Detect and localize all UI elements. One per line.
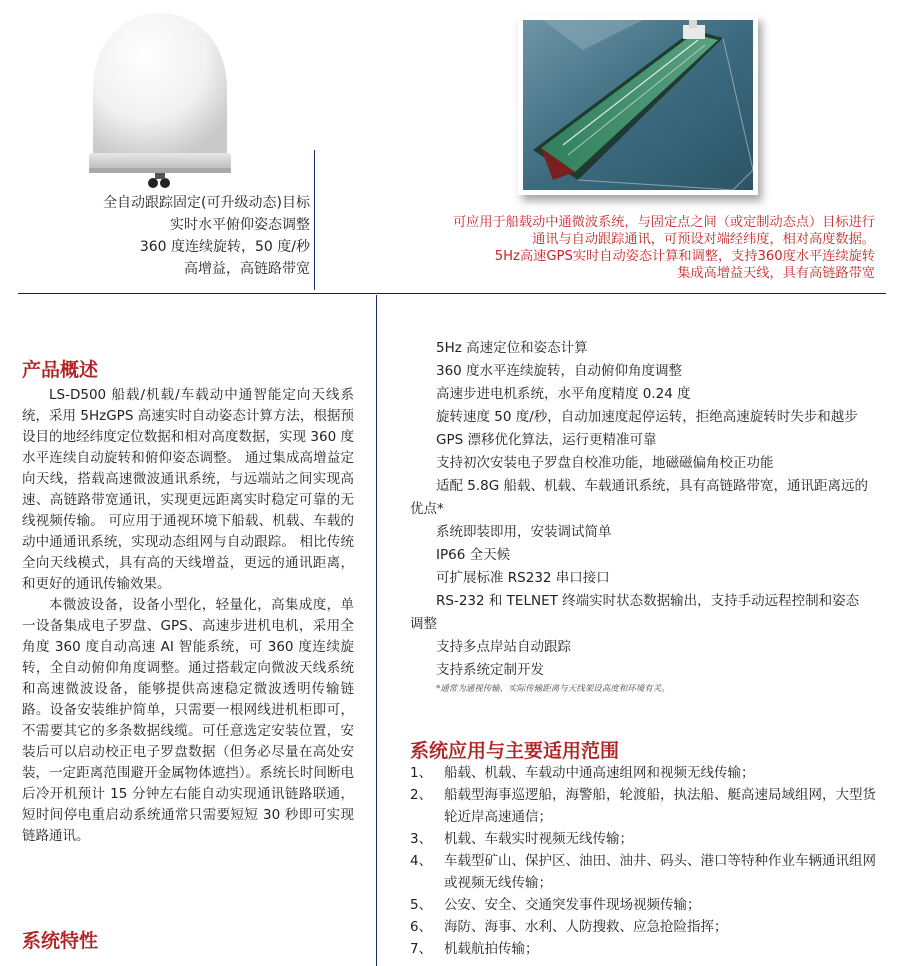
- vertical-divider: [314, 150, 315, 290]
- item-text: 海防、海事、水利、人防搜救、应急抢险指挥；: [444, 919, 728, 935]
- item-text: 机载、车载实时视频无线传输；: [444, 831, 633, 847]
- item-number: 1、: [410, 765, 433, 781]
- item-text: 车载型矿山、保护区、油田、油井、码头、港口等特种作业车辆通讯组网或视频无线传输；: [444, 853, 876, 891]
- feature-item: RS-232 和 TELNET 终端实时状态数据输出，支持手动远程控制和姿态调整: [410, 593, 860, 632]
- applications-title: 系统应用与主要适用范围: [410, 740, 620, 762]
- overview-paragraph: LS-D500 船载/机载/车载动中通智能定向天线系统，采用 5HzGPS 高速实时自动姿态计算方法，根据预设目的地经纬度定位数据和相对高度数据，实现 360 度水平连续自动旋转和俯仰姿态调整。 通过集成高增益定向天线，搭载高速微波通讯系统，与远端站之间实现高速、高链路带宽通讯，实现更远距离实时稳定可靠的无线视频传输。 可应用于通视环境下船载、机载、车载的动中通通讯系统，实现动态组网与自动跟踪。 相比传统全向天线模式，具有高的天线增益，更远的通讯距离，和更好的通讯传输效果。: [22, 387, 354, 592]
- caption-line: 可应用于船载动中通微波系统，与固定点之间（或定制动态点）目标进行: [453, 215, 875, 230]
- feature-item: GPS 漂移优化算法，运行更精准可靠: [436, 432, 657, 448]
- feature-item: 可扩展标准 RS232 串口接口: [436, 570, 610, 586]
- item-number: 4、: [410, 853, 433, 869]
- caption-line: 通讯与自动跟踪通讯，可预设对端经纬度，相对高度数据。: [532, 232, 875, 247]
- ship-caption: [340, 214, 875, 282]
- item-number: 5、: [410, 897, 433, 913]
- feature-item: 适配 5.8G 船载、机载、车载通讯系统，具有高链路带宽，通讯距离远的优点*: [410, 478, 869, 517]
- list-item: [410, 828, 880, 850]
- feature-item: 支持多点岸站自动跟踪: [436, 639, 571, 655]
- overview-body: [22, 385, 354, 847]
- features-list: [410, 337, 870, 696]
- feature-item: 5Hz 高速定位和姿态计算: [436, 340, 588, 356]
- item-number: 2、: [410, 787, 433, 803]
- item-text: 船载、机载、车载动中通高速组网和视频无线传输；: [444, 765, 755, 781]
- item-number: 7、: [410, 941, 433, 957]
- horizontal-divider: [18, 293, 886, 294]
- radome-antenna-image: [85, 5, 235, 195]
- item-text: 公安、安全、交通突发事件现场视频传输；: [444, 897, 701, 913]
- list-item: [410, 938, 880, 960]
- radome-caption: [40, 192, 310, 280]
- item-number: 3、: [410, 831, 433, 847]
- column-divider: [376, 295, 377, 966]
- feature-item: 支持系统定制开发: [436, 662, 544, 678]
- caption-line: 5Hz高速GPS实时自动姿态计算和调整，支持360度水平连续旋转: [494, 249, 875, 264]
- list-item: [410, 916, 880, 938]
- list-item: [410, 762, 880, 784]
- caption-line: 集成高增益天线，具有高链路带宽: [677, 266, 875, 281]
- item-number: 6、: [410, 919, 433, 935]
- overview-paragraph: 本微波设备，设备小型化，轻量化，高集成度，单一设备集成电子罗盘、GPS、高速步进机电机，采用全角度 360 度自动高速 AI 智能系统，可 360 度连续旋转，全自动俯仰角度调整。通过搭载定向微波天线系统和高速微波设备，能够提供高速稳定微波透明传输链路。设备安装维护简单，只需要一根网线进机柜即可，不需要其它的多条数据线缆。可任意选定安装位置，安装后可以启动校正电子罗盘数据（但务必尽量在高处安装，一定距离范围避开金属物体遮挡）。系统长时间断电后冷开机预计 15 分钟左右能自动实现通讯链路联通，短时间停电重启动系统通常只需要短短 30 秒即可实现链路通讯。: [22, 597, 354, 844]
- feature-item: 旋转速度 50 度/秒，自动加速度起停运转，拒绝高速旋转时失步和越步: [436, 409, 858, 425]
- caption-line: 360 度连续旋转，50 度/秒: [139, 239, 310, 255]
- features-title: 系统特性: [22, 930, 99, 952]
- item-text: 船载型海事巡逻船，海警船，轮渡船，执法船、艇高速局域组网，大型货轮近岸高速通信；: [444, 787, 876, 825]
- applications-list: [410, 762, 880, 960]
- caption-line: 高增益，高链路带宽: [184, 261, 310, 277]
- feature-item: 支持初次安装电子罗盘自校准功能，地磁磁偏角校正功能: [436, 455, 774, 471]
- feature-item: 360 度水平连续旋转，自动俯仰角度调整: [436, 363, 683, 379]
- features-footnote: *通常为通视传输，实际传输距离与天线架设高度和环境有关。: [436, 684, 670, 694]
- ship-photo: [518, 15, 758, 195]
- item-text: 机载航拍传输；: [444, 941, 539, 957]
- feature-item: 高速步进电机系统，水平角度精度 0.24 度: [436, 386, 691, 402]
- feature-item: IP66 全天候: [436, 547, 511, 563]
- overview-title: 产品概述: [22, 359, 99, 381]
- list-item: [410, 784, 880, 828]
- feature-item: 系统即装即用，安装调试简单: [436, 524, 612, 540]
- caption-line: 全自动跟踪固定(可升级动态)目标: [103, 195, 310, 211]
- list-item: [410, 850, 880, 894]
- caption-line: 实时水平俯仰姿态调整: [170, 217, 310, 233]
- list-item: [410, 894, 880, 916]
